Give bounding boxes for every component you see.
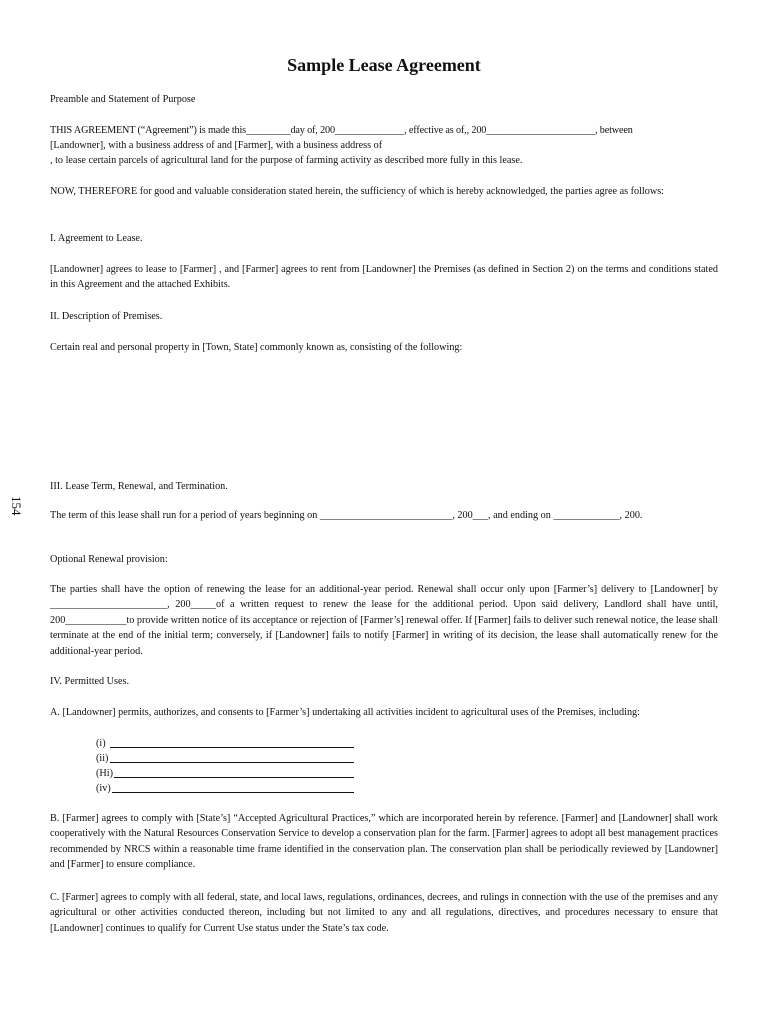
section-4-heading: IV. Permitted Uses. [50, 676, 130, 687]
blank-line [110, 747, 354, 748]
optional-renewal-heading: Optional Renewal provision: [50, 554, 168, 565]
section-4-c: C. [Farmer] agrees to comply with all federal, state, and local laws, regulations, ordinances, decrees, and rulings in connection with the use of the premises and any agricultural or other activities conducted thereon, including but not limited to any and all regulations, directives, and procedures necessary to ensure that [Landowner] continues to qualify for Current Use status under the State’s tax code. [50, 892, 718, 934]
section-3-text: The term of this lease shall run for a period of years beginning on __________________________, 200___, and ending on _____________, 200. [50, 510, 643, 521]
section-1-heading: I. Agreement to Lease. [50, 233, 143, 244]
list-marker: (ii) [96, 753, 109, 764]
list-item [96, 751, 354, 766]
section-3-heading: III. Lease Term, Renewal, and Termination. [50, 481, 228, 492]
page-number: 154 [9, 496, 24, 516]
section-4-b: B. [Farmer] agrees to comply with [State’s] “Accepted Agricultural Practices,” which are incorporated herein by reference. [Farmer] and [Landowner] shall work cooperatively with the Natural Resources Conservation Service to develop a conservation plan for the farm. [Farmer] agrees to adopt all best management practices recommended by NRCS within a reasonable time frame identified in the conservation plan. The conservation plan shall be periodically reviewed by [Landowner] and [Farmer] to ensure compliance. [50, 813, 718, 871]
section-2-text: Certain real and personal property in [Town, State] commonly known as, consisting of the following: [50, 342, 463, 353]
optional-renewal-text: The parties shall have the option of renewing the lease for an additional-year period. Renewal shall occur only upon [Farmer’s] delivery to [Landowner] by _______________________, 200_____of a written request to renew the lease for the additional period. Upon said delivery, Landlord shall have until, 200____________to provide written notice of its acceptance or rejection of [Farmer’s] renewal offer. If [Farmer] fails to deliver such renewal notice, the lease shall terminate at the end of the initial term; conversely, if [Landowner] fails to notify [Farmer] in writing of its decision, the lease shall automatically renew for the additional-year period. [50, 584, 718, 657]
page-title: Sample Lease Agreement [287, 55, 481, 75]
blank-line [110, 792, 354, 793]
list-item [96, 781, 354, 796]
blank-line [110, 777, 354, 778]
agreement-line-2: [Landowner], with a business address of and [Farmer], with a business address of [50, 140, 383, 151]
list-marker: (iv) [96, 783, 111, 794]
agreement-line-3: , to lease certain parcels of agricultural land for the purpose of farming activity as described more fully in this lease. [50, 155, 523, 166]
list-item [96, 736, 354, 751]
preamble-heading: Preamble and Statement of Purpose [50, 94, 196, 105]
section-2-heading: II. Description of Premises. [50, 311, 163, 322]
list-marker: (i) [96, 738, 106, 749]
section-4-a: A. [Landowner] permits, authorizes, and consents to [Farmer’s] undertaking all activities incident to agricultural uses of the Premises, including: [50, 707, 640, 718]
list-item [96, 766, 354, 781]
blank-line [110, 762, 354, 763]
now-therefore-paragraph: NOW, THEREFORE for good and valuable consideration stated herein, the sufficiency of which is hereby acknowledged, the parties agree as follows: [50, 186, 664, 197]
section-1-text: [Landowner] agrees to lease to [Farmer] , and [Farmer] agrees to rent from [Landowner] the Premises (as defined in Section 2) on the terms and conditions stated in this Agreement and the attached Exhibits. [50, 264, 718, 291]
list-marker: (Hi) [96, 768, 113, 779]
agreement-line-1: THIS AGREEMENT (“Agreement”) is made this_________day of, 200______________, effective as of,, 200______________________, between [50, 125, 633, 136]
